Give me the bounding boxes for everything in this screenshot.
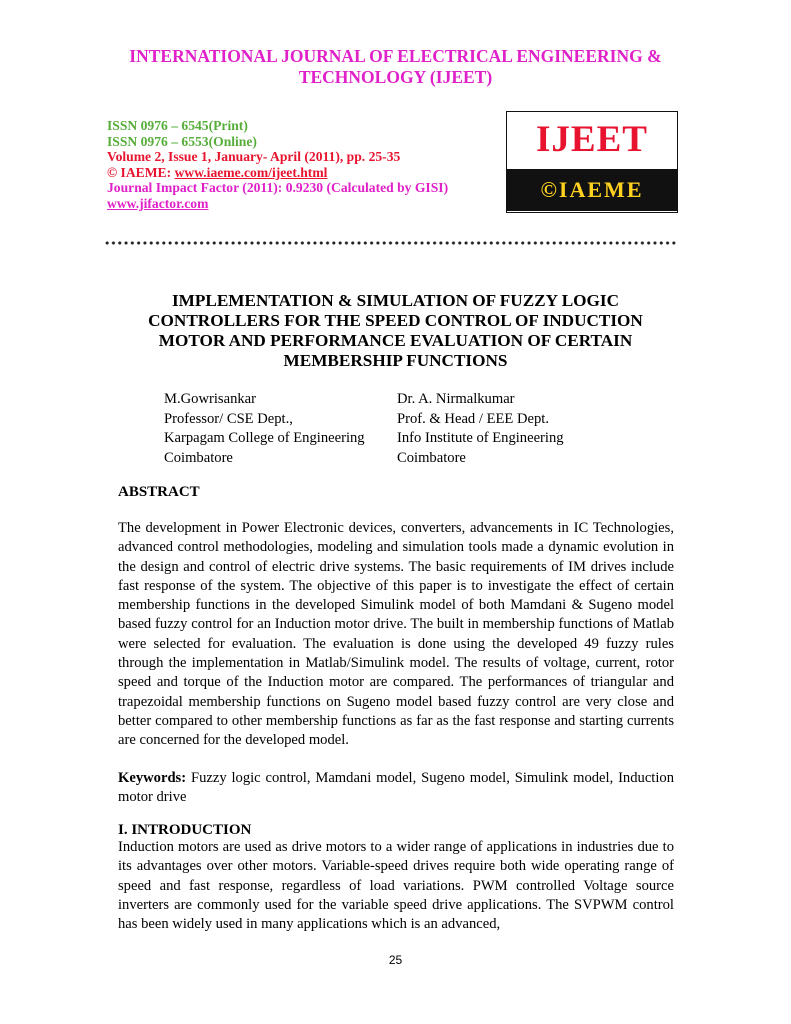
introduction-heading: I. INTRODUCTION: [118, 822, 252, 838]
keywords: [118, 769, 674, 808]
issn-online: ISSN 0976 – 6553(Online): [107, 133, 257, 149]
author-institution: Karpagam College of Engineering: [164, 430, 365, 447]
journal-meta: [107, 118, 448, 212]
author-position: Professor/ CSE Dept.,: [164, 410, 293, 427]
author-city: Coimbatore: [164, 449, 233, 466]
paper-title-line: CONTROLLERS FOR THE SPEED CONTROL OF INDUCTION: [148, 311, 643, 330]
author-1: [164, 390, 365, 468]
journal-logo: [506, 111, 678, 213]
journal-title-line-1: INTERNATIONAL JOURNAL OF ELECTRICAL ENGINEERING &: [129, 46, 662, 66]
impact-factor: Journal Impact Factor (2011): 0.9230 (Calculated by GISI): [107, 180, 449, 196]
jifactor-link[interactable]: www.jifactor.com: [107, 195, 209, 211]
author-institution: Info Institute of Engineering: [397, 430, 564, 447]
author-position: Prof. & Head / EEE Dept.: [397, 410, 549, 427]
iaeme-prefix: © IAEME:: [107, 164, 175, 180]
keywords-label: Keywords:: [118, 770, 187, 786]
abstract-text: The development in Power Electronic devices, converters, advancements in IC Technologies, advanced control methodologies, modeling and simulation tools made a dynamic evolution in the design and control of electric drive systems. The basic requirements of IM drives include fast response of the system. The objective of this paper is to investigate the effect of certain membership functions in the developed Simulink model of both Mamdani & Sugeno model based fuzzy control for an Induction motor drive. The built in membership functions of Matlab were selected for evaluation. The evaluation is done using the developed 49 fuzzy rules through the implementation in Matlab/Simulink model. The results of voltage, current, rotor speed and torque of the Induction motor are compared. The performances of triangular and trapezoidal membership functions on Sugeno model based fuzzy control are very close and better compared to other membership functions as far as the fast response and starting currents are concerned for the developed model.: [118, 520, 674, 749]
issn-print: ISSN 0976 – 6545(Print): [107, 118, 248, 133]
author-city: Coimbatore: [397, 449, 466, 466]
paper-title-line: MEMBERSHIP FUNCTIONS: [283, 351, 508, 370]
introduction-text: Induction motors are used as drive motors to a wider range of applications in industries due to its advantages over other motors. Variable-speed drives require both wide operating range of speed and fast response, regardless of load variations. PWM controlled Voltage source inverters are commonly used for the variable speed drive applications. The SVPWM control has been widely used in many applications which is an advanced,: [118, 839, 674, 933]
volume-info: Volume 2, Issue 1, January- April (2011), pp. 25-35: [107, 149, 401, 165]
paper-title-line: IMPLEMENTATION & SIMULATION OF FUZZY LOGIC: [171, 291, 620, 310]
author-2: [397, 390, 564, 468]
iaeme-link[interactable]: www.iaeme.com/ijeet.html: [174, 164, 328, 180]
dotted-divider: [104, 238, 678, 248]
iaeme-line: [107, 165, 448, 181]
paper-title-line: MOTOR AND PERFORMANCE EVALUATION OF CERTAIN: [158, 331, 633, 350]
paper-title: [110, 291, 681, 371]
page-number: 25: [388, 953, 403, 967]
journal-title: [60, 46, 731, 88]
author-name: Dr. A. Nirmalkumar: [397, 391, 515, 407]
abstract-heading: ABSTRACT: [118, 484, 200, 500]
keywords-text: Fuzzy logic control, Mamdani model, Sugeno model, Simulink model, Induction motor drive: [118, 770, 674, 806]
author-name: M.Gowrisankar: [164, 391, 257, 407]
logo-ijeet-text: IJEET: [507, 112, 677, 169]
journal-title-line-2: TECHNOLOGY (IJEET): [298, 67, 493, 87]
logo-iaeme-text: ©IAEME: [507, 169, 677, 211]
